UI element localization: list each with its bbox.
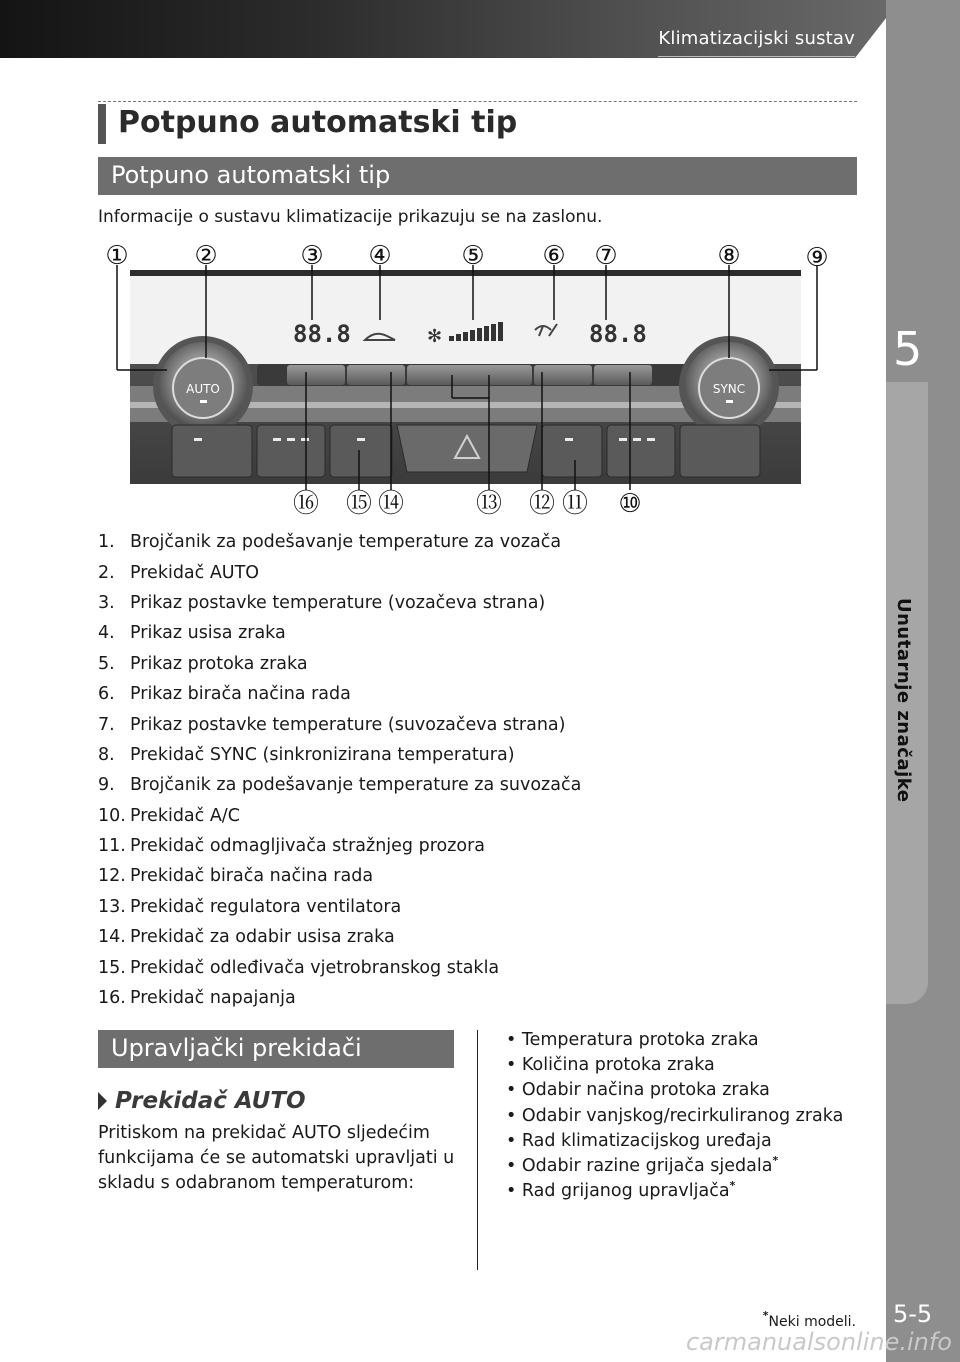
callout-8: ⑧ [717,241,741,271]
column-divider [477,1030,478,1270]
callout-4: ④ [368,241,392,271]
title-rule [98,101,857,102]
driver-temp-display: 88.8 [293,320,351,348]
passenger-seat-heat-button [607,425,675,477]
list-item: • Rad grijanog upravljača* [506,1179,843,1204]
legend-item: 14. Prekidač za odabir usisa zraka [98,927,395,948]
callout-15: ⑮ [345,489,373,519]
list-item: • Odabir vanjskog/recirkuliranog zraka [506,1104,843,1129]
auto-knob-label: AUTO [186,382,220,396]
intake-button [347,365,405,385]
legend-item: 15. Prekidač odleđivača vjetrobranskog stakla [98,957,500,978]
list-item: • Rad klimatizacijskog uređaja [506,1129,843,1154]
legend-item: 13. Prekidač regulatora ventilatora [98,896,402,917]
legend-item: 10. Prekidač A/C [98,805,240,826]
hazard-button [397,425,537,472]
callout-9: ⑨ [805,243,829,273]
legend-item: 6. Prikaz birača načina rada [98,684,351,705]
legend-item: 5. Prikaz protoka zraka [98,653,308,674]
intro-text: Informacije o sustavu klimatizacije prikazuju se na zaslonu. [98,207,603,227]
callout-16: ⑯ [292,489,320,519]
callout-7: ⑦ [594,241,618,271]
legend-item: 4. Prikaz usisa zraka [98,623,286,644]
fan-icon: ✻ [427,326,443,347]
driver-seat-heat-button [257,425,325,477]
list-item: • Količina protoka zraka [506,1053,843,1078]
title-marker [98,104,106,144]
body-paragraph: Pritiskom na prekidač AUTO sljedećim funkcijama će se automatski upravljati u skladu s odabranom temperaturom: [98,1123,455,1193]
section-heading: Potpuno automatski tip [98,157,857,195]
callout-12: ⑫ [528,489,556,519]
ac-button [594,365,652,385]
callout-13: ⑬ [475,489,503,519]
section-heading: Upravljački prekidači [98,1030,454,1068]
legend-item: 16. Prekidač napajanja [98,988,296,1009]
fan-control-button [407,365,532,385]
legend-item: 3. Prikaz postavke temperature (vozačeva strana) [98,592,546,613]
callout-1: ① [105,241,129,271]
chapter-header-title: Klimatizacijski sustav [658,28,855,49]
callout-3: ③ [300,241,324,271]
power-button [287,365,345,385]
defroster-button [330,425,392,477]
watermark: carmanualsonline.info [685,1328,952,1356]
chapter-label: Unutarnje značajke [893,598,914,803]
callout-2: ② [194,241,218,271]
legend-item: 12. Prekidač birača načina rada [98,866,374,887]
list-item: • Temperatura protoka zraka [506,1028,843,1053]
passenger-temp-display: 88.8 [589,320,647,348]
page-title: Potpuno automatski tip [118,105,518,140]
legend-item: 8. Prekidač SYNC (sinkronizirana temperatura) [98,744,515,765]
climate-panel-illustration [97,240,842,522]
subhead-marker-icon [98,1092,107,1110]
callout-11: ⑪ [561,489,589,519]
climate-panel-figure [97,240,842,522]
callout-10: ⑩ [618,489,642,519]
rear-defog-button [542,425,602,477]
chapter-number: 5 [893,322,923,376]
callout-6: ⑥ [542,241,566,271]
legend-item: 11. Prekidač odmagljivača stražnjeg prozora [98,836,486,857]
page-number: 5-5 [893,1300,933,1328]
sync-knob-label: SYNC [712,382,746,396]
callout-5: ⑤ [461,241,485,271]
steering-heat-button [172,425,252,477]
legend-item: 9. Brojčanik za podešavanje temperature za suvozača [98,775,582,796]
legend-list [98,527,798,1013]
list-item: • Odabir načina protoka zraka [506,1078,843,1103]
list-item: • Odabir razine grijača sjedala* [506,1154,843,1179]
callout-14: ⑭ [377,489,405,519]
legend-item: 1. Brojčanik za podešavanje temperature za vozača [98,532,562,553]
legend-item: 7. Prikaz postavke temperature (suvozačeva strana) [98,714,566,735]
auto-functions-list [506,1028,843,1204]
footnote: *Neki modeli. [762,1309,856,1330]
subsection-heading: Prekidač AUTO [98,1088,306,1114]
legend-item: 2. Prekidač AUTO [98,562,260,583]
